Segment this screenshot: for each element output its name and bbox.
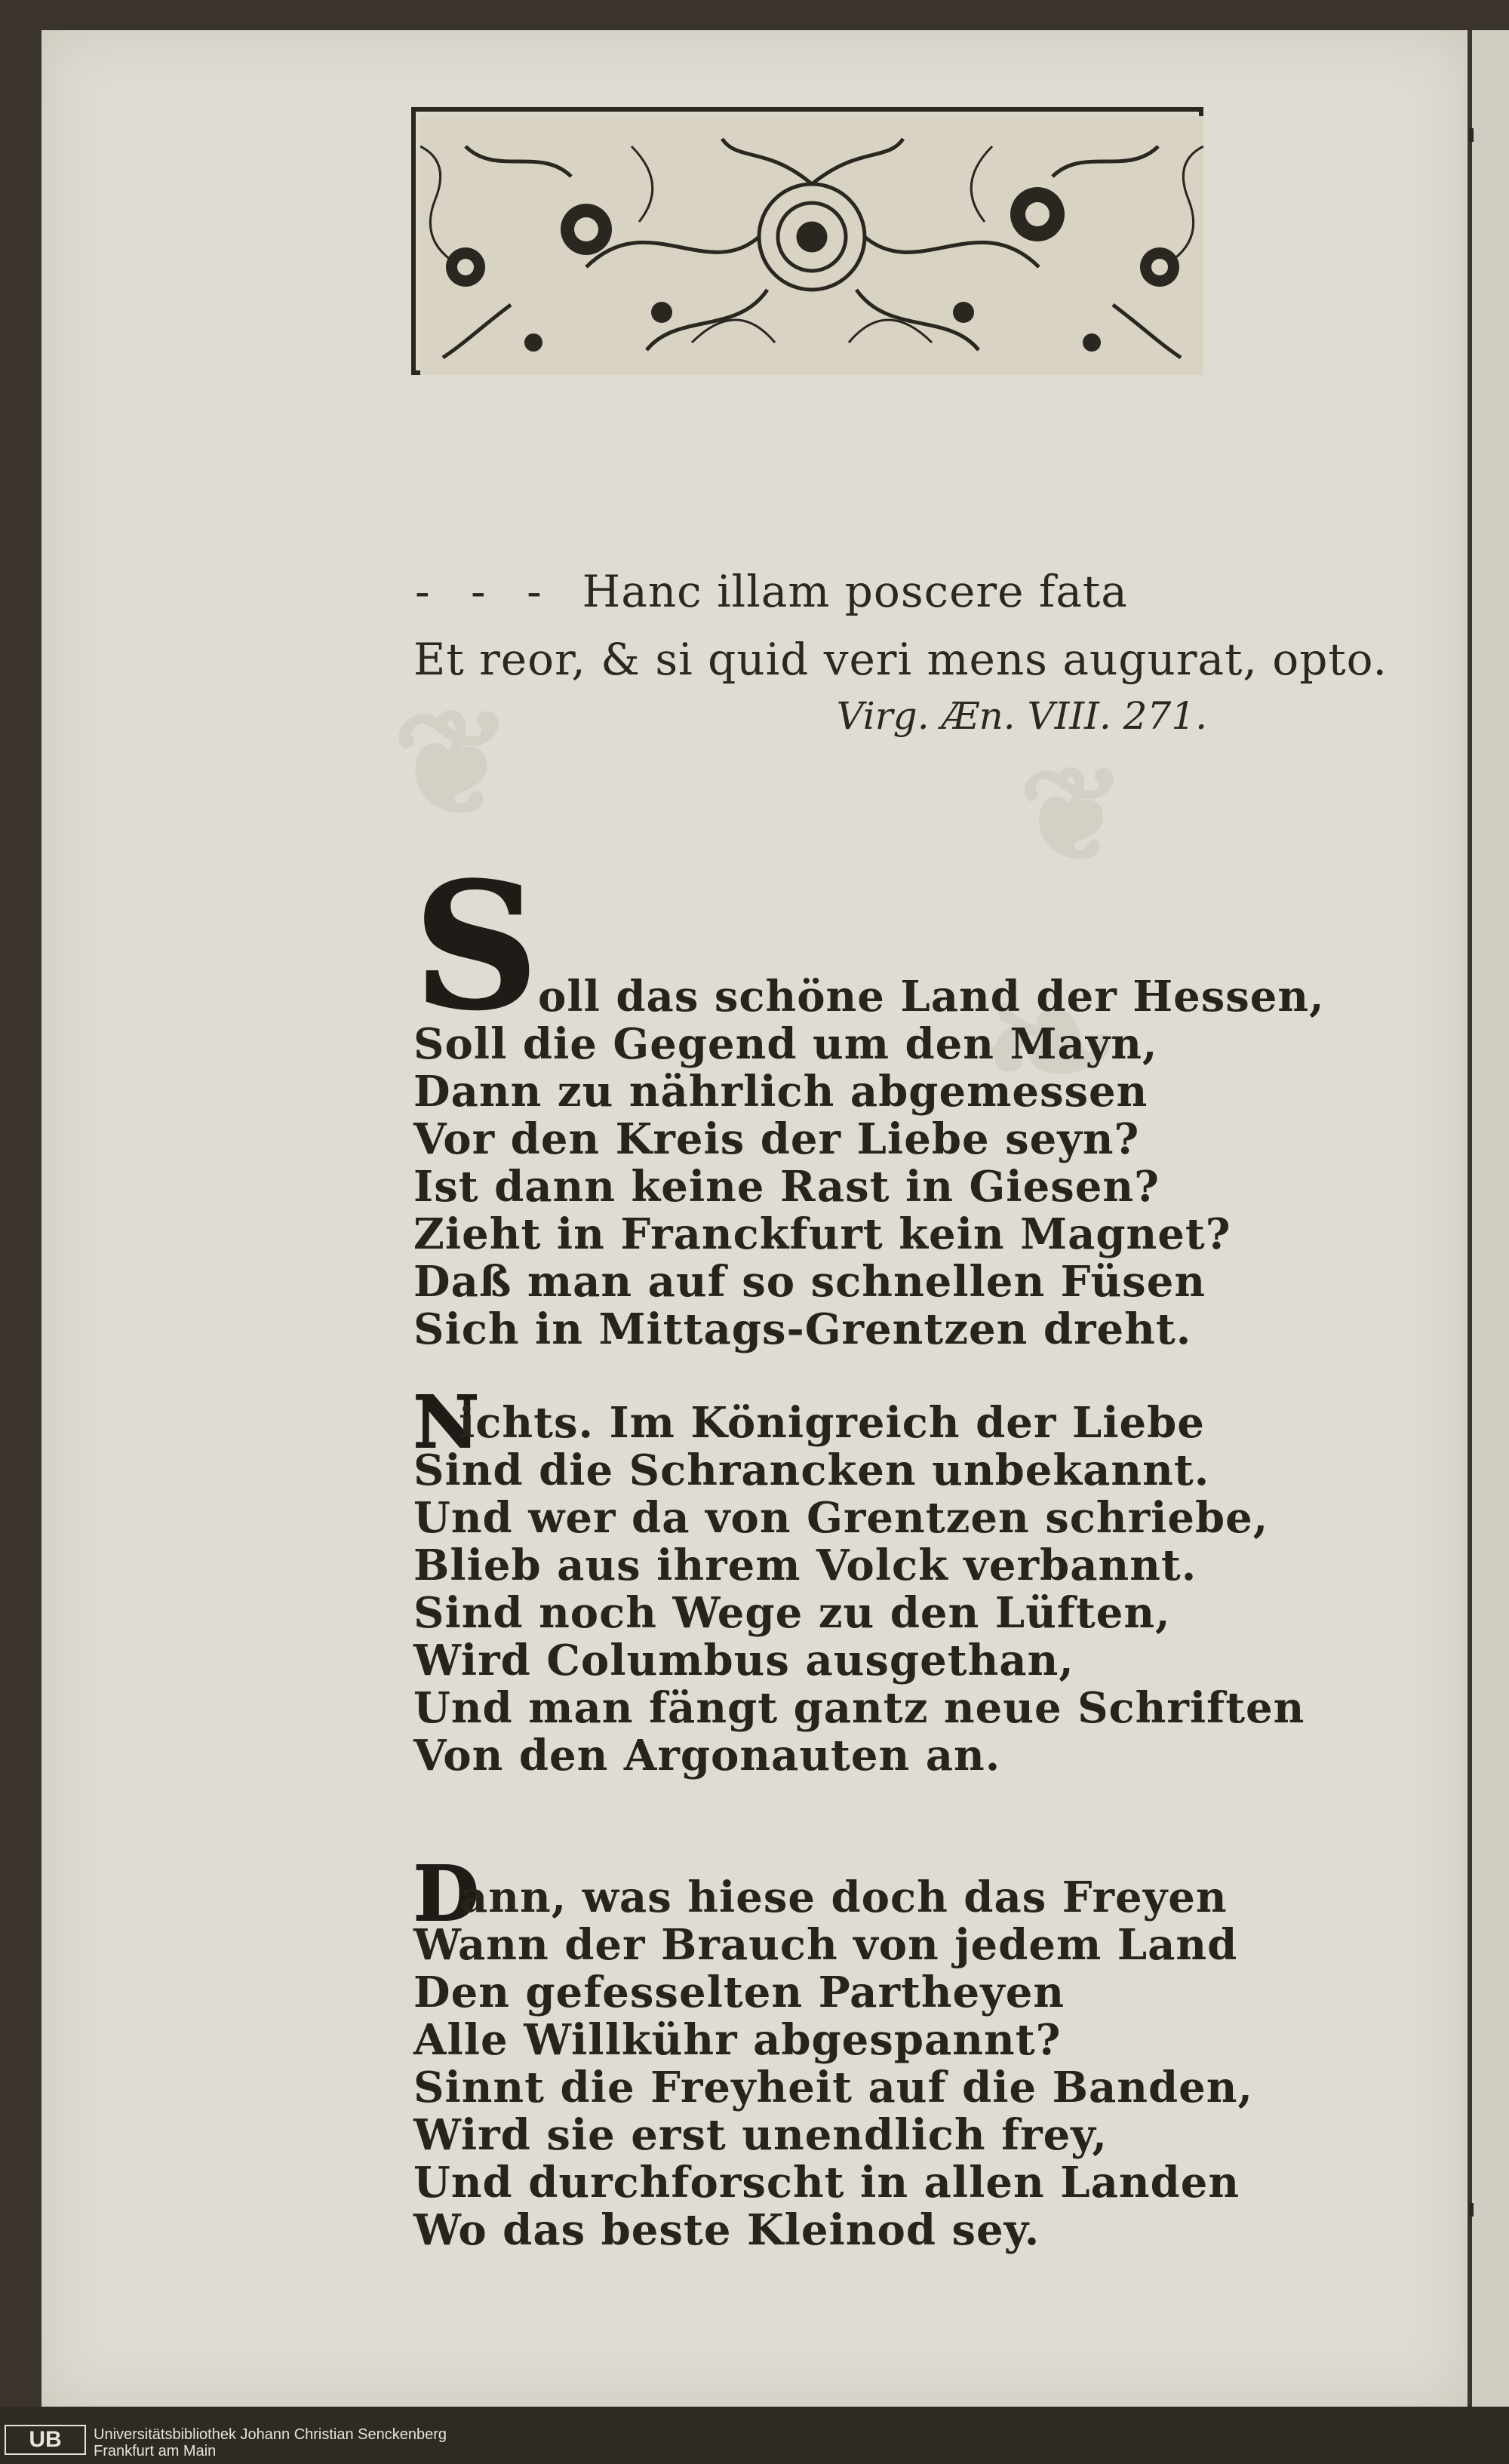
library-city: Frankfurt am Main	[94, 2443, 217, 2459]
verse-line: Wo das beste Kleinod sey.	[413, 2205, 1040, 2255]
verse-line: Sind die Schrancken unbekannt.	[413, 1446, 1210, 1495]
verse-line: Den gefesselten Partheyen	[413, 1968, 1065, 2017]
verse-line: oll das schöne Land der Hessen,	[538, 972, 1325, 1022]
verse-line: Und durchforscht in allen Landen	[413, 2158, 1240, 2207]
motto-dashes: - - -	[415, 566, 555, 617]
verse-line: Wird Columbus ausgethan,	[413, 1636, 1074, 1685]
verse-line: Alle Willkühr abgespannt?	[413, 2015, 1062, 2065]
verse-line: Wird sie erst unendlich frey,	[413, 2110, 1108, 2160]
verse-line: Dann zu nährlich abgemessen	[413, 1067, 1148, 1117]
verse-line: Sinnt die Freyheit auf die Banden,	[413, 2063, 1253, 2112]
stanza-1-dropcap: S	[413, 845, 539, 1049]
verse-line: Ist dann keine Rast in Giesen?	[413, 1162, 1160, 1212]
verse-line: Sind noch Wege zu den Lüften,	[413, 1588, 1171, 1638]
facing-page-edge	[1468, 30, 1509, 2407]
motto-source: Virg. Æn. VIII. 271.	[836, 694, 1207, 738]
stanza-3-dropcap: D	[413, 1849, 479, 1938]
motto-line-1	[415, 566, 1128, 617]
verse-line: Daß man auf so schnellen Füsen	[413, 1257, 1206, 1307]
verse-line: Wann der Brauch von jedem Land	[413, 1920, 1238, 1970]
verse-line: Und wer da von Grentzen schriebe,	[413, 1493, 1269, 1543]
library-logo: UB	[5, 2425, 86, 2455]
verse-line: Von den Argonauten an.	[413, 1731, 1001, 1780]
verse-line: Sich in Mittags-Grentzen dreht.	[413, 1304, 1192, 1354]
library-credit	[94, 2426, 447, 2459]
verse-line: Und man fängt gantz neue Schriften	[413, 1683, 1305, 1733]
floral-ornament	[420, 116, 1203, 375]
verse-line: ann, was hiese doch das Freyen	[460, 1873, 1228, 1922]
motto-line-2: Et reor, & si quid veri mens augurat, opto.	[413, 634, 1388, 685]
verse-line: Blieb aus ihrem Volck verbannt.	[413, 1541, 1197, 1590]
stanza-3	[413, 1874, 1253, 2254]
library-footer	[0, 2407, 1509, 2464]
stanza-1	[413, 973, 1325, 1353]
verse-line: Soll die Gegend um den Mayn,	[413, 1019, 1158, 1069]
library-name: Universitätsbibliothek Johann Christian Senckenberg	[94, 2426, 447, 2443]
stanza-2-dropcap: N	[413, 1381, 479, 1464]
ornamental-headpiece	[411, 107, 1203, 375]
motto-line-1-text: Hanc illam poscere fata	[582, 566, 1128, 617]
verse-line: Zieht in Franckfurt kein Magnet?	[413, 1209, 1231, 1259]
verse-line: ichts. Im Königreich der Liebe	[459, 1398, 1205, 1448]
stanza-2	[413, 1399, 1305, 1780]
edge-mark	[1469, 128, 1474, 142]
verse-line: Vor den Kreis der Liebe seyn?	[413, 1114, 1140, 1164]
edge-mark	[1469, 2203, 1474, 2217]
